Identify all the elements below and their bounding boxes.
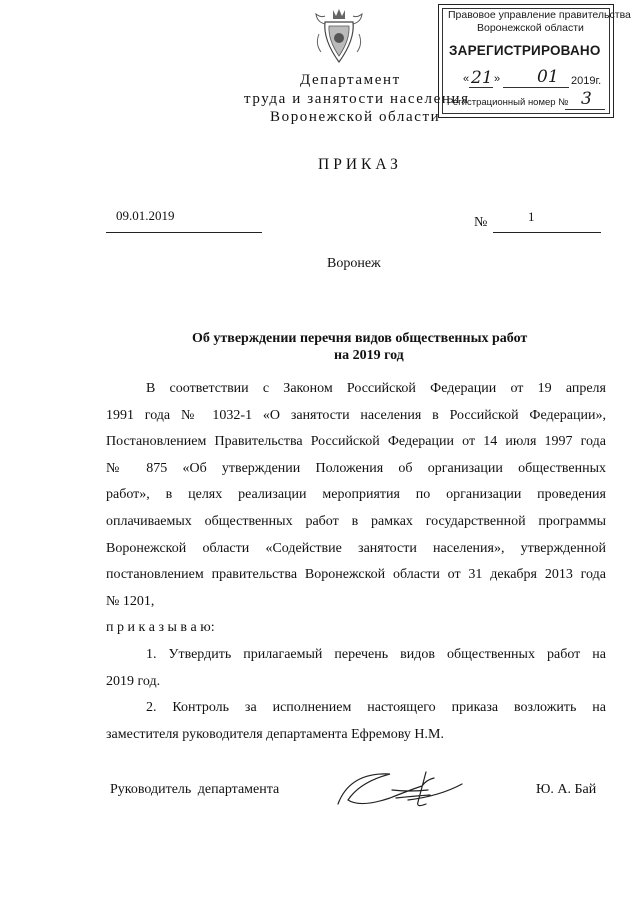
signatory-title: Руководитель департамента	[110, 782, 280, 797]
body-line: работ», в целях реализации мероприятия по организации проведения	[106, 487, 606, 503]
registration-stamp	[438, 4, 631, 118]
body-line: № 875 «Об утверждении Положения об организации общественных	[106, 460, 606, 476]
department-name-line3: Воронежской области	[270, 109, 441, 125]
order-item-2-cont: заместителя руководителя департамента Ефремову Н.М.	[106, 726, 444, 742]
order-date: 09.01.2019	[116, 208, 175, 223]
order-city: Воронеж	[327, 256, 381, 271]
coat-of-arms-icon	[313, 4, 365, 66]
stamp-org-line1: Правовое управление правительства	[448, 9, 631, 21]
stamp-month-underline	[503, 87, 569, 88]
department-name-line2: труда и занятости населения	[244, 91, 470, 107]
stamp-close-quote: »	[494, 73, 501, 85]
stamp-status: ЗАРЕГИСТРИРОВАНО	[449, 43, 601, 58]
order-number-sign: №	[474, 215, 488, 230]
body-line: № 1201,	[106, 593, 155, 609]
document-title: ПРИКАЗ	[318, 156, 402, 173]
body-line: Постановлением Правительства Российской Федерации от 14 июля 1997 года	[106, 434, 606, 450]
number-underline	[493, 232, 601, 233]
handwritten-signature-icon	[330, 760, 470, 820]
order-subject-line1: Об утверждении перечня видов общественных работ	[192, 331, 528, 346]
date-underline	[106, 232, 262, 233]
stamp-month: 01	[537, 67, 559, 87]
stamp-org-line2: Воронежской области	[477, 22, 584, 34]
body-line: оплачиваемых общественных работ в рамках государственной программы	[106, 513, 606, 529]
body-line: В соответствии с Законом Российской Федерации от 19 апреля	[146, 381, 606, 396]
order-body	[106, 376, 606, 748]
stamp-number-underline	[565, 109, 605, 110]
order-item-1-cont: 2019 год.	[106, 673, 161, 689]
signatory-name: Ю. А. Бай	[536, 782, 597, 797]
order-subject-line2: на 2019 год	[334, 348, 404, 363]
order-item-2: 2. Контроль за исполнением настоящего приказа возложить на	[146, 700, 606, 716]
prikazyvayu: п р и к а з ы в а ю:	[106, 620, 215, 636]
stamp-reg-number: 3	[581, 89, 592, 109]
stamp-reg-number-label: Регистрационный номер №	[447, 97, 569, 108]
body-line: Воронежской области «Содействие занятости населения», утвержденной	[106, 540, 606, 556]
stamp-year: 2019г.	[571, 75, 602, 87]
order-item-1: 1. Утвердить прилагаемый перечень видов общественных работ на	[146, 646, 606, 662]
department-name-line1: Департамент	[300, 72, 401, 88]
stamp-day-underline	[469, 87, 493, 88]
stamp-open-quote: «	[463, 73, 470, 85]
body-line: постановлением правительства Воронежской области от 31 декабря 2013 года	[106, 567, 606, 583]
stamp-day: 21	[471, 68, 493, 88]
order-number: 1	[528, 209, 535, 224]
body-line: 1991 года № 1032-1 «О занятости населения в Российской Федерации»,	[106, 407, 606, 423]
